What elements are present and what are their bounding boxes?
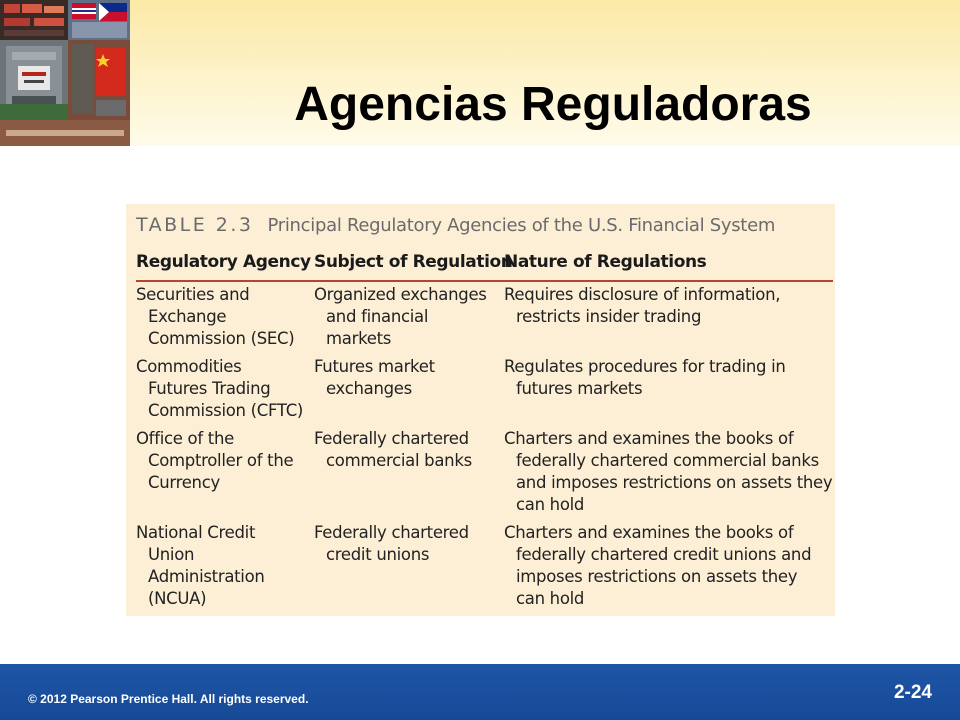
footer-bar (0, 664, 960, 720)
table-row-1-subject: Organized exchanges and financial markets (314, 285, 487, 348)
header-photo-collage (0, 0, 130, 146)
table-caption-text: Principal Regulatory Agencies of the U.S. Financial System (267, 215, 776, 236)
photo-collage-graphic (0, 0, 130, 146)
table-row-2-subject: Futures market exchanges (314, 357, 435, 398)
column-header-nature: Nature of Regulations (504, 252, 707, 272)
table-label: TABLE 2.3 (136, 214, 254, 236)
table-row-4-agency: National Credit Union Administration (NCUA) (136, 523, 265, 608)
page-number: 2-24 (893, 682, 932, 703)
slide-title: Agencias Reguladoras (294, 78, 812, 131)
table-row-4-subject: Federally chartered credit unions (314, 523, 469, 564)
table-row-2-nature: Regulates procedures for trading in futures markets (504, 357, 786, 398)
regulatory-agencies-table (126, 204, 835, 616)
table-row-3-nature: Charters and examines the books of federally chartered commercial banks and imposes restrictions on assets they can hold (504, 429, 833, 514)
table-caption (136, 214, 775, 236)
copyright-text: © 2012 Pearson Prentice Hall. All rights reserved. (28, 692, 309, 706)
table-row-3-agency: Office of the Comptroller of the Currency (136, 429, 294, 492)
table-row-4-nature: Charters and examines the books of federally chartered credit unions and imposes restrictions on assets they can hold (504, 523, 812, 608)
table-row-2-agency: Commodities Futures Trading Commission (CFTC) (136, 357, 304, 420)
header-rule (136, 280, 833, 282)
table-row-1-agency: Securities and Exchange Commission (SEC) (136, 285, 295, 348)
column-header-subject: Subject of Regulation (314, 252, 513, 272)
table-row-1-nature: Requires disclosure of information, restricts insider trading (504, 285, 781, 326)
table-row-3-subject: Federally chartered commercial banks (314, 429, 472, 470)
column-header-agency: Regulatory Agency (136, 252, 311, 272)
